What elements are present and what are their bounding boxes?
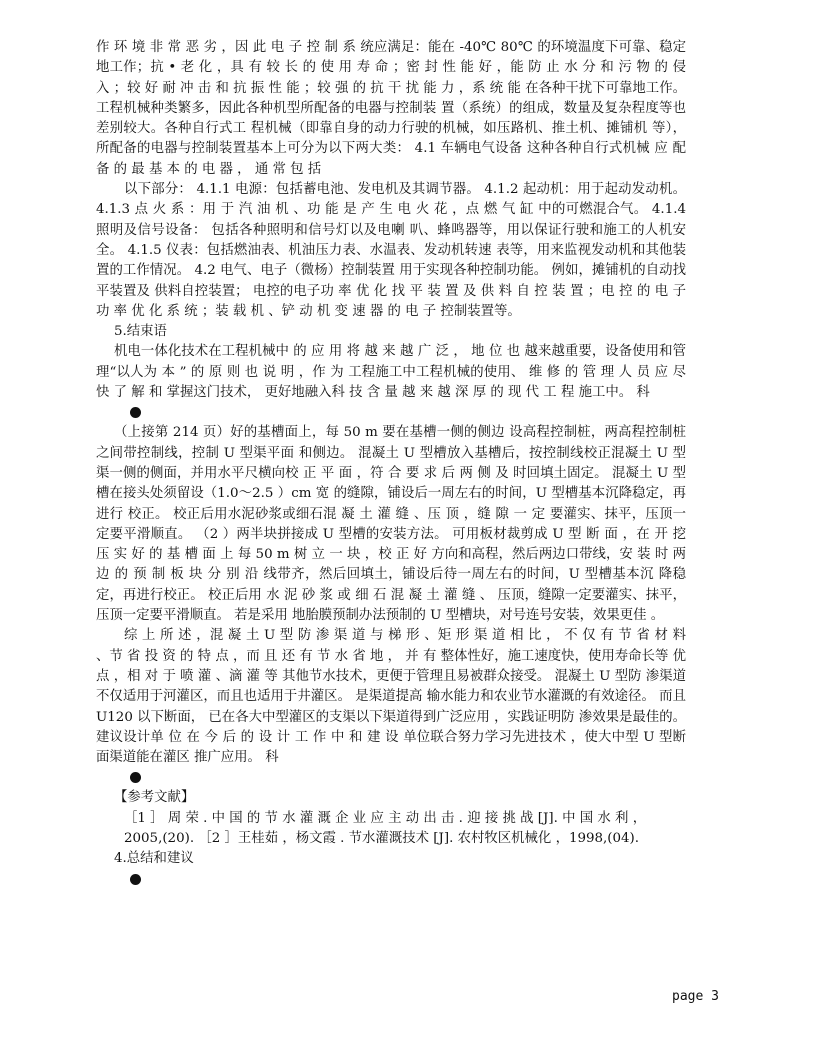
paragraph-u-channel-installation: （上接第 214 页）好的基槽面上，每 50 m 要在基槽一侧的侧边 设高程控制桩，两高程控制桩之间带控制线，控制 U 型渠平面 和侧边。 混凝土 U 型槽放入基槽后，按控制线校正混凝土 U 型 渠一侧的侧面，并用水平尺横向校 正 平 面 ，符 合 要 求 后 两 侧 及 时回填土固定。 混凝土 U 型槽在接头处须留设（1.0～2.5 ）cm 宽 的缝隙，铺设后一周左右的时间，U 型槽基本沉降稳定，再进行 校正。 校正后用水泥砂浆或细石混 凝 土 灌 缝 、压 顶 ，缝 隙 一 定 要灌实、抹平，压顶一定要平滑顺直。 （2 ）两半块拼接成 U 型槽的安装方法。 可用板材裁剪成 U 型 断 面 ，在 开 挖 压 实 好 的 基 槽 面 上 每 50 m 树 立 一 块 ，校 正 好 方向和高程，然后两边口带线，安 装 时 两 边 的 预 制 板 块 分 别 沿 线带齐，然后回填土，铺设后待一周左右的时间，U 型槽基本沉 降稳定，再进行校正。 校正后用 水 泥 砂 浆 或 细 石 混 凝 土 灌 缝 、 压顶，缝隙一定要灌实、抹平，压顶一定要平滑顺直。 若是采用 地胎膜预制办法预制的 U 型槽块，对号连号安装，效果更佳 。 [96,425,686,624]
paragraph-electronic-control: 作 环 境 非 常 恶 劣 ，因 此 电 子 控 制 系 统应满足：能在 -40℃ 80℃ 的环境温度下可靠、稳定地工作；抗 • 老 化 ，具 有 较 长 的 使 用 寿 命 ；密 封 性 能 好 ，能 防 止 水 分 和 污 物 的 侵 入 ；较 好 耐 冲 击 和 抗 振 性 能 ；较 强 的 抗 干 扰 能 力 ，系 统 能 在各种干扰下可靠地工作。 工程机械种类繁多，因此各种机型所配备的电器与控制装 置（系统）的组成，数量及复杂程度等也差别较大。各种自行式工 程机械（即靠自身的动力行驶的机械，如压路机、推土机、摊铺机 等），所配备的电器与控制装置基本上可分为以下两大类： 4.1 车辆电气设备 这种各种自行式机械 应 配 备 的 最 基 本 的 电 器 ， 通 常 包 括 [96,40,686,177]
references-heading: 【参考文献】 [114,790,195,806]
paragraph-electrical-equipment-list: 以下部分： 4.1.1 电源：包括蓄电池、发电机及其调节器。 4.1.2 起动机：用于起动发动机。 4.1.3 点 火 系 ：用 于 汽 油 机 、功 能 是 产 生 电 火 花 ，点 燃 气 缸 中的可燃混合气。 4.1.4 照明及信号设备： 包括各种照明和信号灯以及电喇 叭、蜂鸣器等，用以保证行驶和施工的人机安全。 4.1.5 仪表：包括燃油表、机油压力表、水温表、发动机转速 表等，用来监视发动机和其他装置的工作情况。 4.2 电气、电子（微杨）控制装置 用于实现各种控制功能。 例如，摊铺机的自动找平装置及 供料自控装置； 电控的电子功 率 优 化 找 平 装 置 及 供 料 自 控 装 置 ；电 控 的 电 子 功 率 优 化 系 统 ；装 载 机 、铲 动 机 变 速 器 的 电 子 控制装置等。 [96,182,686,319]
page-number: page 3 [672,989,719,1004]
bullet-icon [130,772,141,783]
paragraph-summary: 综 上 所 述 ，混 凝 土 U 型 防 渗 渠 道 与 梯 形 、矩 形 渠 道 相 比 ， 不 仅 有 节 省 材 料 、节 省 投 资 的 特 点 ，而 且 还 有 节 水 省 地 ， 并 有 整体性好，施工速度快，使用寿命长等 优 点 ，相 对 于 喷 灌 、滴 灌 等 其他节水技术，更便于管理且易被群众接受。 混凝土 U 型防 渗渠道不仅适用于河灌区，而且也适用于井灌区。 是渠道提高 输水能力和农业节水灌溉的有效途径。 而且 U120 以下断面， 已在各大中型灌区的支渠以下渠道得到广泛应用 ，实践证明防 渗效果是最佳的。 建议设计单 位 在 今 后 的 设 计 工 作 中 和 建 设 单位联合努力学习先进技术 ，使大中型 U 型断面渠道能在灌区 推广应用。 科 [96,628,686,766]
reference-item-1: ［1 ］ 周 荣 . 中 国 的 节 水 灌 溉 企 业 应 主 动 出 击 . 迎 接 挑 战 [J]. 中 国 水 利 ， [124,810,647,826]
reference-item-2: 2005,(20). ［2 ］王桂茹 ，杨文霞 . 节水灌溉技术 [J]. 农村牧区机械化 ，1998,(04). [124,830,640,846]
section-heading-conclusion: 5.结束语 [114,324,167,340]
paragraph-conclusion: 机电一体化技术在工程机械中 的 应 用 将 越 来 越 广 泛 ， 地 位 也 越来越重要，设备使用和管理“以人为 本 ” 的 原 则 也 说 明 ，作 为 工程施工中工程机械的使用、 维 修 的 管 理 人 员 应 尽 快 了 解 和 掌握这门技术， 更好地融入科 技 含 量 越 来 越 深 厚 的 现 代 工 程 施工中。 科 [96,344,686,401]
bullet-icon [130,407,141,418]
section-heading-summary: 4.总结和建议 [114,851,194,867]
document-body [96,38,686,890]
bullet-icon [130,874,141,885]
